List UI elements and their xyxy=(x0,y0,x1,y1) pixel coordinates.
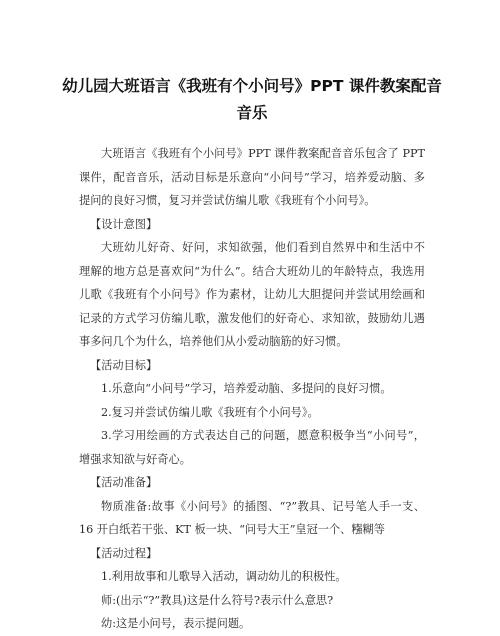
document-body xyxy=(79,142,425,636)
body-paragraph: 幼:这是小问号，表示提问题。 xyxy=(101,617,251,630)
body-paragraph: 1.乐意向“小问号”学习，培养爱动脑、多提问的良好习惯。 xyxy=(101,382,392,395)
section-heading: 【活动过程】 xyxy=(90,546,158,560)
body-paragraph: 1.利用故事和儿歌导入活动，调动幼儿的积极性。 xyxy=(101,570,347,583)
section-heading: 【活动目标】 xyxy=(90,358,158,372)
body-paragraph: 大班幼儿好奇、好问，求知欲强，他们看到自然界中和生活中不理解的地方总是喜欢问“为什么”。结合大班幼儿的年龄特点，我选用儿歌《我班有个小问号》作为素材，让幼儿大胆提问并尝试用绘画和记录的方式学习仿编儿歌，激发他们的好奇心、求知欲，鼓励幼儿遇事多问几个为什么，培养他们从小爱动脑筋的好习惯。 xyxy=(79,241,425,348)
body-paragraph: 大班语言《我班有个小问号》PPT 课件教案配音音乐包含了 PPT 课件，配音音乐，活动目标是乐意向“小问号”学习，培养爱动脑、多提问的良好习惯，复习并尝试仿编儿歌《我班有个小问号》。 xyxy=(79,147,425,207)
body-paragraph: 师:(出示“?”教具)这是什么符号?表示什么意思? xyxy=(101,593,334,607)
body-paragraph: 物质准备:故事《小问号》的插图、“?”教具、记号笔人手一支、16 开白纸若干张、KT 板一块、“问号大王”皇冠一个、糨糊等 xyxy=(79,499,425,536)
section-heading: 【活动准备】 xyxy=(90,476,158,489)
body-paragraph: 3.学习用绘画的方式表达自己的问题，愿意积极争当“小问号”，增强求知欲与好奇心。 xyxy=(79,429,425,466)
document-title: 幼儿园大班语言《我班有个小问号》PPT 课件教案配音音乐 xyxy=(62,77,442,122)
section-heading: 【设计意图】 xyxy=(90,217,158,231)
body-paragraph: 2.复习并尝试仿编儿歌《我班有个小问号》。 xyxy=(101,405,319,419)
